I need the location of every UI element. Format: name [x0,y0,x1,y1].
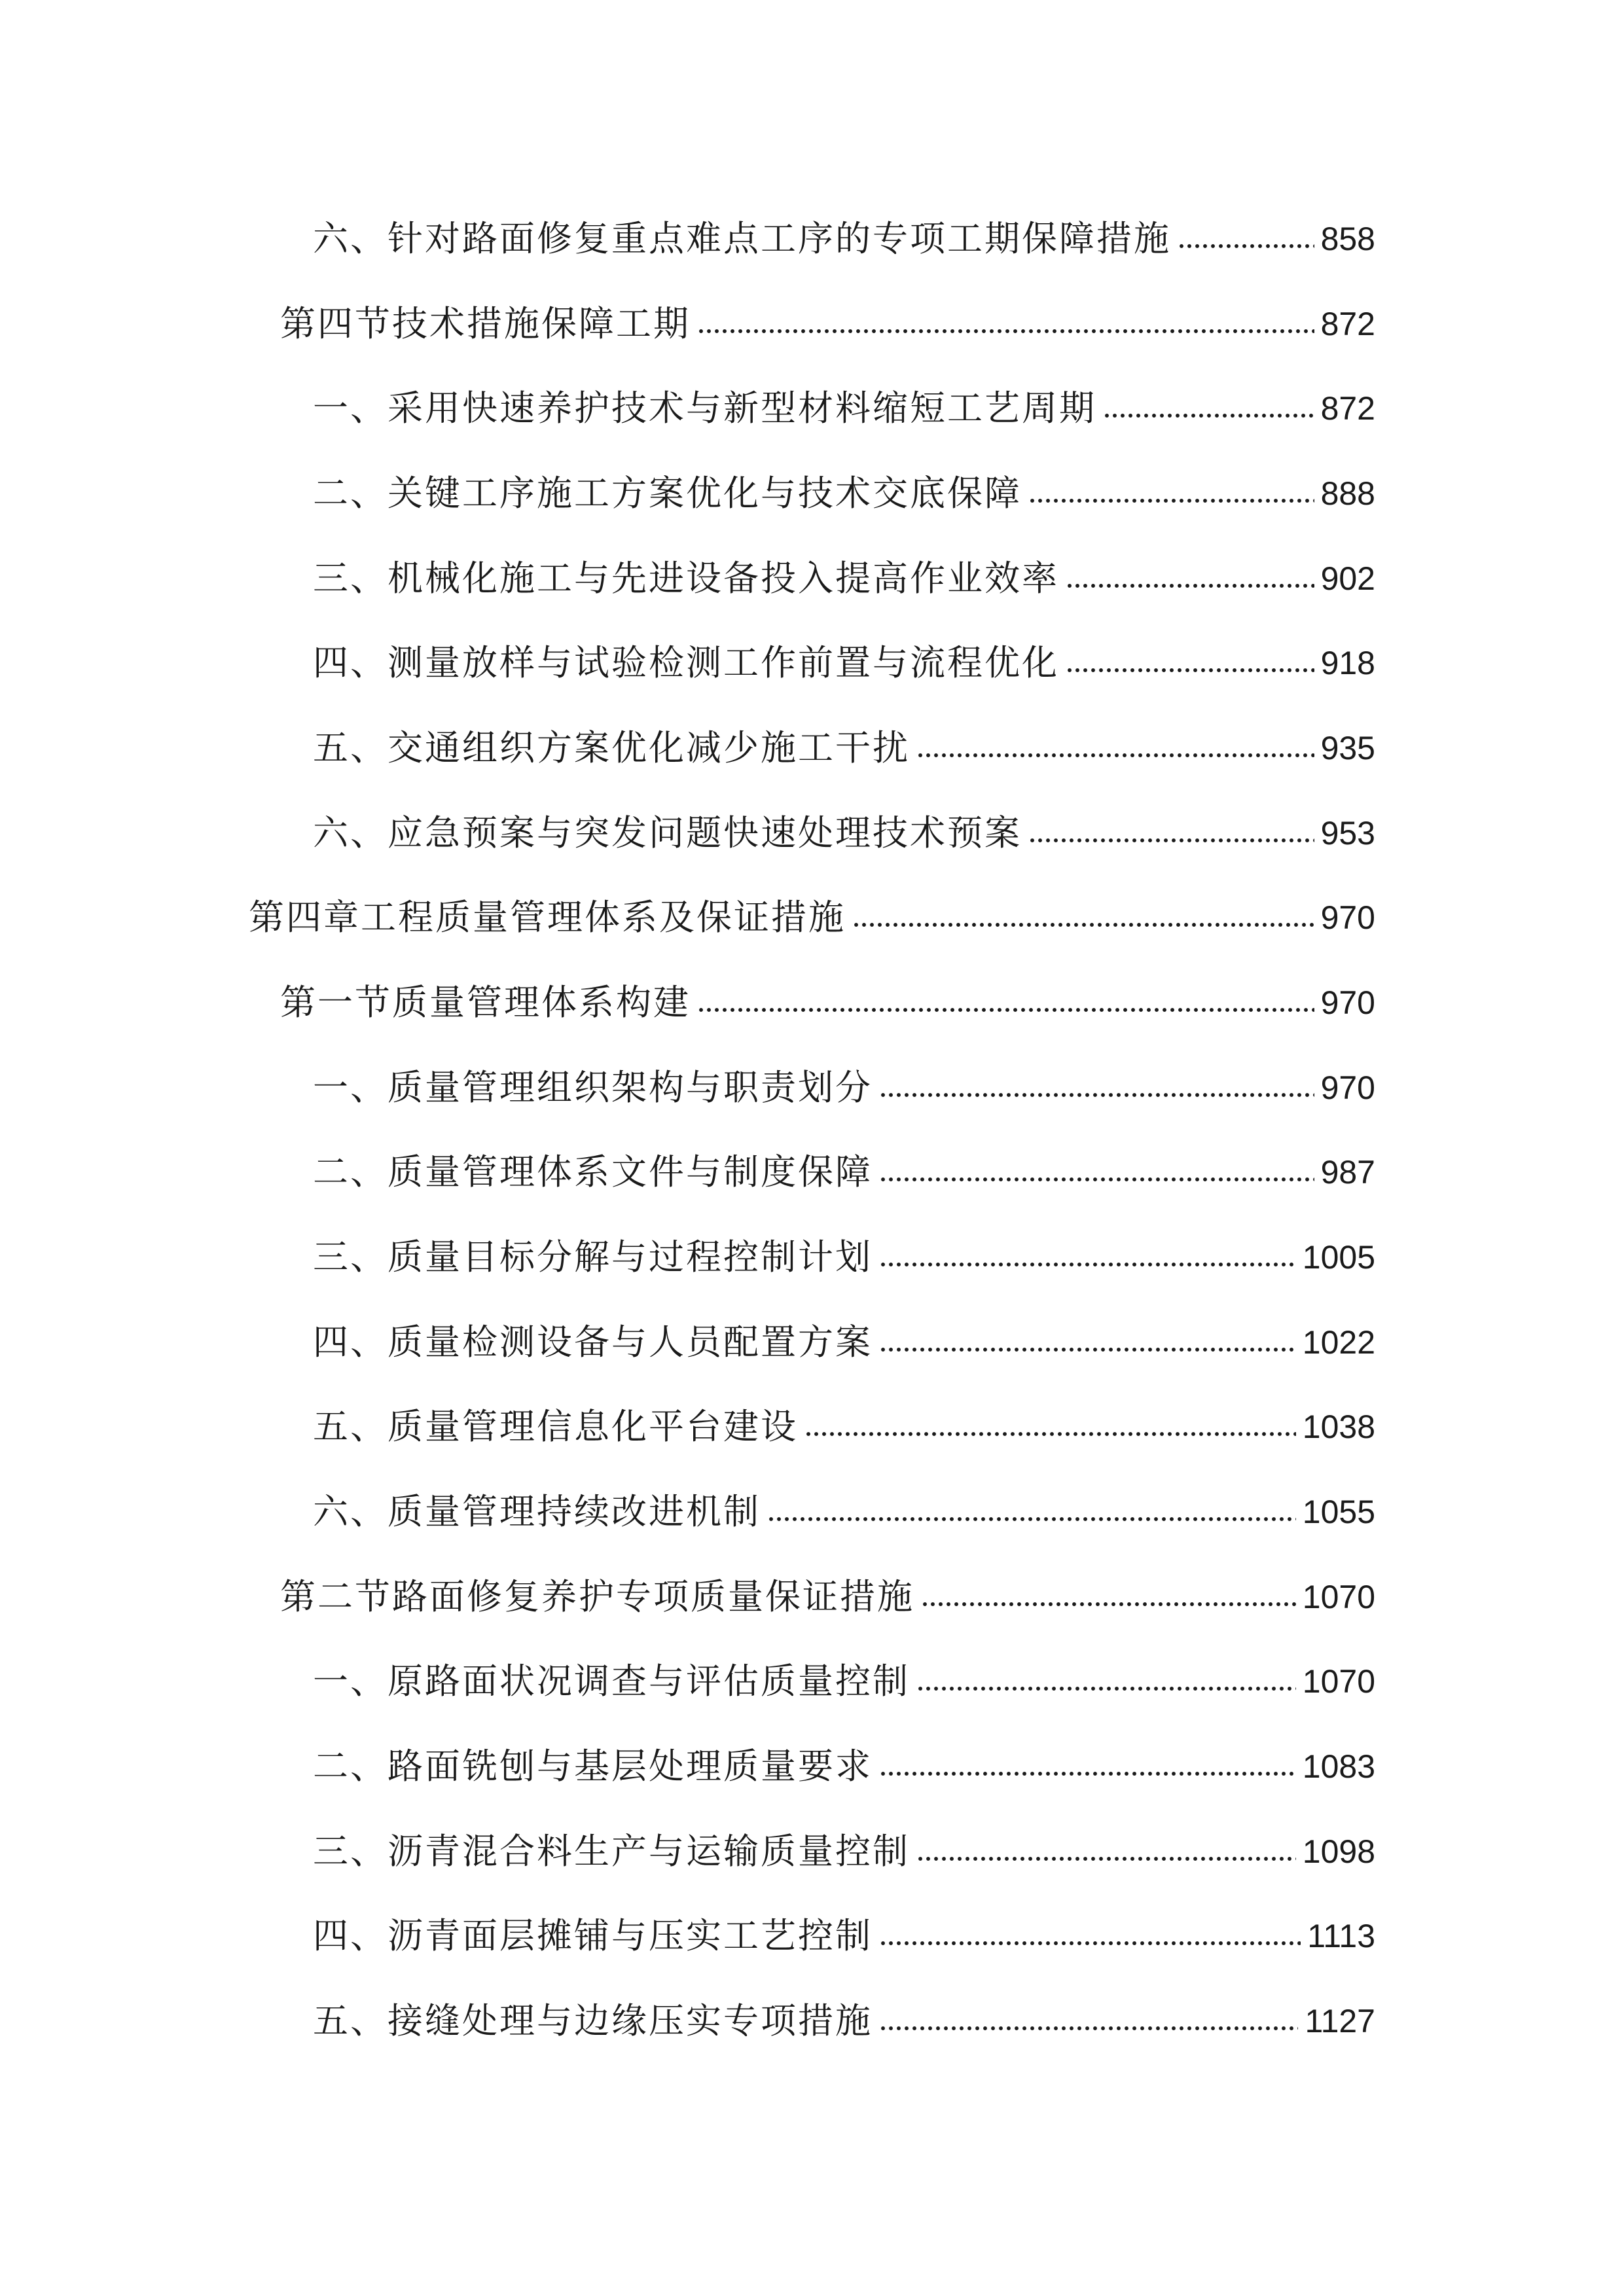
toc-entry-title: 第四章工程质量管理体系及保证措施 [249,897,846,938]
toc-entry-title: 五、接缝处理与边缘压实专项措施 [313,2000,873,2041]
toc-entry-page: 872 [1320,390,1375,427]
toc-entry[interactable] [313,552,1375,605]
dot-leader [916,1854,1296,1863]
dot-leader [879,1939,1301,1948]
dot-leader [1028,836,1314,845]
toc-entry-title: 第二节路面修复养护专项质量保证措施 [280,1576,914,1617]
toc-entry-page: 872 [1320,306,1375,342]
toc-entry[interactable] [313,1146,1375,1198]
toc-entry-page: 918 [1320,645,1375,681]
toc-entry-page: 1113 [1307,1918,1375,1954]
dot-leader [879,1260,1296,1269]
toc-entry-page: 1070 [1302,1663,1375,1700]
toc-entry-page: 1070 [1302,1579,1375,1615]
toc-entry-title: 四、测量放样与试验检测工作前置与流程优化 [313,642,1059,683]
toc-entry[interactable] [313,1486,1375,1538]
toc-entry-page: 935 [1320,730,1375,766]
toc-entry[interactable] [280,1571,1375,1623]
toc-entry-page: 970 [1320,899,1375,936]
toc-entry-title: 六、质量管理持续改进机制 [313,1491,761,1532]
toc-entry[interactable] [313,1401,1375,1453]
toc-entry-title: 一、采用快速养护技术与新型材料缩短工艺周期 [313,387,1096,429]
toc-entry-title: 二、路面铣刨与基层处理质量要求 [313,1746,873,1787]
toc-entry[interactable] [313,1231,1375,1283]
toc-entry-page: 1127 [1305,2003,1375,2039]
dot-leader [879,1090,1314,1100]
toc-entry-title: 三、质量目标分解与过程控制计划 [313,1236,873,1278]
toc-entry-page: 1005 [1302,1239,1375,1276]
toc-entry-page: 1083 [1302,1748,1375,1785]
toc-entry-page: 1038 [1302,1408,1375,1445]
toc-entry-page: 1022 [1302,1324,1375,1361]
toc-entry[interactable] [313,1910,1375,1962]
toc-entry-title: 五、质量管理信息化平台建设 [313,1406,798,1447]
dot-leader [1066,581,1314,590]
toc-entry[interactable] [313,213,1375,265]
dot-leader [879,1769,1296,1778]
toc-entry[interactable] [313,1825,1375,1878]
dot-leader [879,1175,1314,1184]
toc-entry[interactable] [280,298,1375,350]
dot-leader [1028,496,1314,505]
toc-entry[interactable] [313,722,1375,774]
toc-entry-page: 970 [1320,984,1375,1021]
toc-entry-title: 三、沥青混合料生产与运输质量控制 [313,1831,910,1872]
toc-entry-title: 二、质量管理体系文件与制度保障 [313,1151,873,1193]
toc-entry[interactable] [313,1655,1375,1708]
toc-entry[interactable] [313,1995,1375,2047]
toc-entry-title: 三、机械化施工与先进设备投入提高作业效率 [313,558,1059,599]
toc-entry-title: 第四节技术措施保障工期 [280,303,691,344]
toc-entry-page: 987 [1320,1154,1375,1191]
dot-leader [697,327,1314,336]
toc-entry-title: 六、针对路面修复重点难点工序的专项工期保障措施 [313,218,1171,259]
dot-leader [852,920,1314,929]
toc-entry-title: 第一节质量管理体系构建 [280,982,691,1023]
toc-entry-page: 970 [1320,1069,1375,1106]
toc-entry-page: 902 [1320,560,1375,597]
toc-entry[interactable] [313,1062,1375,1114]
toc-entry[interactable] [313,382,1375,435]
dot-leader [767,1515,1296,1524]
toc-entry-page: 1098 [1302,1833,1375,1870]
toc-entry-page: 953 [1320,815,1375,852]
toc-entry[interactable] [280,977,1375,1029]
dot-leader [879,1345,1296,1354]
toc-entry[interactable] [313,467,1375,520]
dot-leader [697,1005,1314,1014]
dot-leader [921,1600,1296,1609]
toc-entry-page: 858 [1320,221,1375,257]
dot-leader [916,751,1314,760]
dot-leader [916,1684,1296,1693]
toc-entry-title: 四、沥青面层摊铺与压实工艺控制 [313,1915,873,1956]
dot-leader [1066,666,1314,675]
toc-entry[interactable] [313,1740,1375,1793]
toc-entry-title: 二、关键工序施工方案优化与技术交底保障 [313,473,1022,514]
toc-entry[interactable] [313,807,1375,859]
toc-entry-title: 四、质量检测设备与人员配置方案 [313,1321,873,1363]
toc-entry[interactable] [313,637,1375,689]
toc-entry-page: 888 [1320,475,1375,512]
toc-entry-title: 六、应急预案与突发问题快速处理技术预案 [313,812,1022,853]
dot-leader [804,1429,1296,1439]
dot-leader [879,2024,1298,2033]
dot-leader [1103,411,1314,420]
toc-entry-title: 一、质量管理组织架构与职责划分 [313,1067,873,1108]
toc-entry-title: 一、原路面状况调查与评估质量控制 [313,1660,910,1702]
toc-entry[interactable] [249,891,1375,944]
toc-entry-title: 五、交通组织方案优化减少施工干扰 [313,727,910,768]
toc-entry[interactable] [313,1316,1375,1369]
dot-leader [1178,242,1314,251]
toc-entry-page: 1055 [1302,1494,1375,1530]
